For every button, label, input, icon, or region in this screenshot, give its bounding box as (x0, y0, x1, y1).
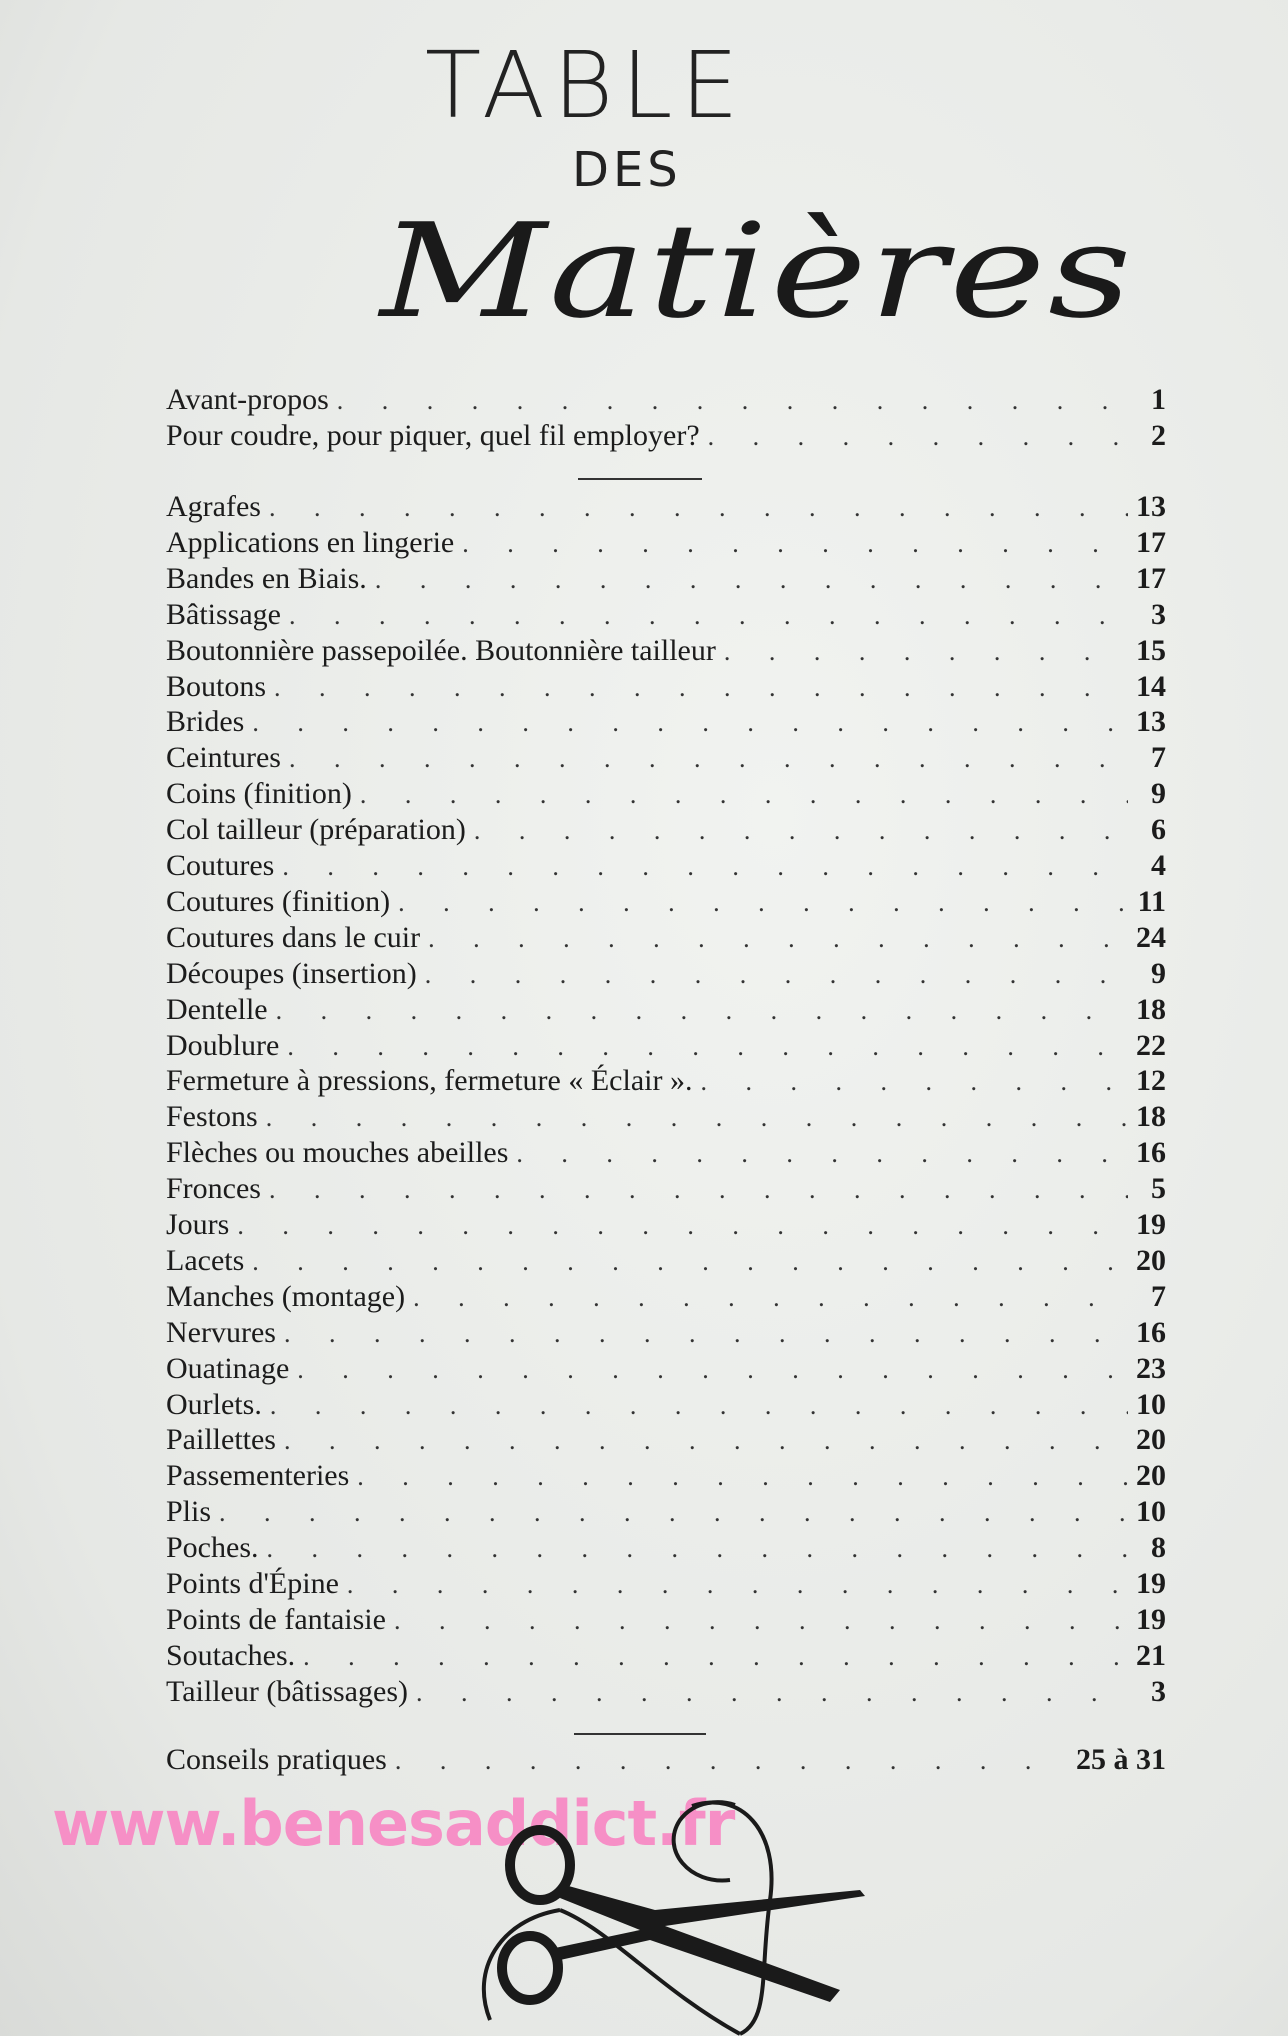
entry-page: 24 (1136, 920, 1166, 954)
toc-entry (166, 1494, 1166, 1530)
entry-label: Brides (166, 705, 245, 739)
entry-label: Coins (finition) (166, 777, 352, 811)
entry-page: 22 (1136, 1028, 1166, 1062)
toc-entry (166, 1351, 1166, 1387)
toc-entry (166, 669, 1166, 705)
toc-entry (166, 1387, 1166, 1423)
dot-leader (357, 1459, 1128, 1495)
dot-leader (394, 1603, 1128, 1639)
entry-page: 23 (1136, 1351, 1166, 1385)
dot-leader (303, 1639, 1128, 1675)
entry-page: 21 (1136, 1638, 1166, 1672)
toc-entry (166, 776, 1166, 812)
dot-leader (219, 1495, 1128, 1531)
toc-entry (166, 740, 1166, 776)
entry-label: Coutures (finition) (166, 884, 391, 918)
entry-label: Ourlets. (166, 1387, 262, 1421)
entry-page: 16 (1136, 1136, 1166, 1170)
entry-page: 18 (1136, 992, 1166, 1026)
entry-page: 19 (1136, 1602, 1166, 1636)
dot-leader (395, 1743, 1068, 1779)
dot-leader (289, 741, 1128, 777)
toc-entry (166, 920, 1166, 956)
entry-label: Plis (166, 1495, 212, 1529)
entry-label: Passementeries (166, 1459, 350, 1493)
dot-leader (237, 1208, 1128, 1244)
toc-entry (166, 633, 1166, 669)
entry-page: 19 (1136, 1208, 1166, 1241)
dot-leader (428, 921, 1128, 957)
toc-entry (166, 956, 1166, 992)
entry-page: 3 (1151, 597, 1166, 631)
toc-entry (166, 1566, 1166, 1602)
entry-label: Paillettes (166, 1423, 276, 1457)
entry-label: Coutures dans le cuir (166, 920, 421, 954)
toc-entry (166, 1279, 1166, 1315)
entry-page: 20 (1136, 1423, 1166, 1457)
dot-leader (462, 526, 1128, 562)
entry-page: 7 (1151, 1279, 1166, 1313)
toc-entry (166, 1638, 1166, 1674)
entry-label: Points d'Épine (166, 1567, 339, 1600)
dot-leader (266, 1100, 1128, 1136)
entry-page: 20 (1136, 1459, 1166, 1493)
toc-entry (166, 382, 1166, 418)
entry-label: Découpes (insertion) (166, 956, 417, 990)
entry-label: Boutonnière passepoilée. Boutonnière tailleur (166, 633, 716, 667)
dot-leader (360, 777, 1128, 813)
dot-leader (284, 1423, 1128, 1459)
entry-page: 15 (1136, 633, 1166, 667)
entry-label: Points de fantaisie (166, 1602, 386, 1636)
entry-label: Soutaches. (166, 1638, 296, 1672)
divider (574, 1733, 706, 1735)
entry-page: 5 (1151, 1172, 1166, 1206)
entry-page: 18 (1136, 1100, 1166, 1134)
dot-leader (516, 1136, 1128, 1172)
entry-label: Festons (166, 1100, 258, 1134)
dot-leader (398, 885, 1128, 921)
entry-label: Doublure (166, 1028, 280, 1062)
entry-page: 17 (1136, 525, 1166, 559)
dot-leader (267, 1531, 1129, 1567)
entry-label: Ouatinage (166, 1351, 290, 1385)
entry-page: 8 (1151, 1531, 1166, 1565)
toc-entry (166, 1063, 1166, 1099)
divider (578, 478, 702, 480)
toc-entry (166, 992, 1166, 1028)
entry-page: 9 (1151, 777, 1166, 811)
entry-label: Jours (166, 1208, 230, 1241)
entry-label: Boutons (166, 669, 267, 703)
dot-leader (347, 1567, 1128, 1603)
entry-label: Dentelle (166, 992, 268, 1026)
scissors-icon (440, 1790, 890, 2036)
entry-page: 3 (1151, 1674, 1166, 1708)
entry-label: Ceintures (166, 741, 281, 775)
entry-label: Bandes en Biais. (166, 561, 367, 595)
entry-page: 13 (1136, 705, 1166, 739)
entry-label: Flèches ou mouches abeilles (166, 1136, 509, 1170)
dot-leader (425, 957, 1128, 993)
entry-label: Fronces (166, 1172, 261, 1206)
toc-entry (166, 1243, 1166, 1279)
dot-leader (269, 1172, 1128, 1208)
toc-entry (166, 1530, 1166, 1566)
entry-page: 11 (1137, 884, 1166, 918)
entry-label: Col tailleur (préparation) (166, 813, 466, 847)
title-des: DES (572, 142, 682, 198)
entry-page: 10 (1136, 1387, 1166, 1421)
entry-page: 13 (1136, 490, 1166, 523)
entry-page: 9 (1151, 956, 1166, 990)
dot-leader (413, 1280, 1128, 1316)
entry-label: Lacets (166, 1243, 245, 1277)
dot-leader (270, 1388, 1128, 1424)
dot-leader (416, 1675, 1128, 1711)
entry-label: Avant-propos (166, 383, 329, 416)
entry-label: Manches (montage) (166, 1279, 406, 1313)
entry-page: 12 (1136, 1064, 1166, 1098)
dot-leader (474, 813, 1128, 849)
toc-entry (166, 1171, 1166, 1207)
entry-label: Bâtissage (166, 597, 281, 631)
toc-entry (166, 1602, 1166, 1638)
entry-page: 1 (1151, 383, 1166, 416)
dot-leader (289, 598, 1128, 634)
entry-page: 20 (1136, 1243, 1166, 1277)
entry-label: Coutures (166, 849, 275, 882)
toc-entry (166, 1099, 1166, 1135)
toc-entry (166, 418, 1166, 454)
toc-entry (166, 1028, 1166, 1064)
title-matieres: Matières (380, 195, 1134, 347)
toc-entry (166, 561, 1166, 597)
entry-label: Agrafes (166, 490, 261, 523)
toc-entry (166, 489, 1166, 525)
entry-page: 25 à 31 (1076, 1743, 1166, 1776)
dot-leader (700, 1064, 1128, 1100)
toc-entry (166, 848, 1166, 884)
dot-leader (274, 670, 1128, 706)
entry-label: Conseils pratiques (166, 1743, 387, 1776)
entry-label: Nervures (166, 1315, 276, 1349)
entry-page: 2 (1151, 419, 1166, 452)
entry-label: Tailleur (bâtissages) (166, 1674, 408, 1708)
dot-leader (284, 1316, 1128, 1352)
dot-leader (724, 634, 1128, 670)
toc-entry (166, 1135, 1166, 1171)
dot-leader (252, 705, 1128, 741)
dot-leader (269, 490, 1128, 526)
entry-label: Applications en lingerie (166, 525, 455, 559)
toc-entry (166, 812, 1166, 848)
toc-entry (166, 1207, 1166, 1243)
dot-leader (297, 1352, 1128, 1388)
toc-entry (166, 597, 1166, 633)
entry-page: 10 (1136, 1495, 1166, 1529)
dot-leader (287, 1029, 1128, 1065)
toc-entry (166, 1674, 1166, 1710)
entry-page: 4 (1151, 849, 1166, 882)
toc-entry (166, 525, 1166, 561)
toc-entry (166, 1422, 1166, 1458)
watermark: www.benesaddict.fr (52, 1787, 735, 1860)
toc-entry (166, 1315, 1166, 1351)
entry-label: Fermeture à pressions, fermeture « Éclair ». (166, 1064, 693, 1098)
toc-entry-conseils (166, 1742, 1166, 1778)
toc-entry (166, 704, 1166, 740)
dot-leader (252, 1244, 1128, 1280)
dot-leader (337, 383, 1128, 419)
entry-page: 14 (1136, 669, 1166, 703)
entry-label: Pour coudre, pour piquer, quel fil employer? (166, 419, 700, 452)
entry-page: 19 (1136, 1567, 1166, 1600)
toc-entry (166, 884, 1166, 920)
title-table: TABLE (425, 32, 747, 139)
entry-page: 7 (1151, 741, 1166, 775)
dot-leader (276, 993, 1128, 1029)
dot-leader (375, 562, 1128, 598)
dot-leader (282, 849, 1128, 885)
entry-page: 17 (1136, 561, 1166, 595)
entry-page: 6 (1151, 813, 1166, 847)
toc-entry (166, 1458, 1166, 1494)
entry-label: Poches. (166, 1531, 259, 1565)
dot-leader (708, 419, 1128, 455)
entry-page: 16 (1136, 1315, 1166, 1349)
